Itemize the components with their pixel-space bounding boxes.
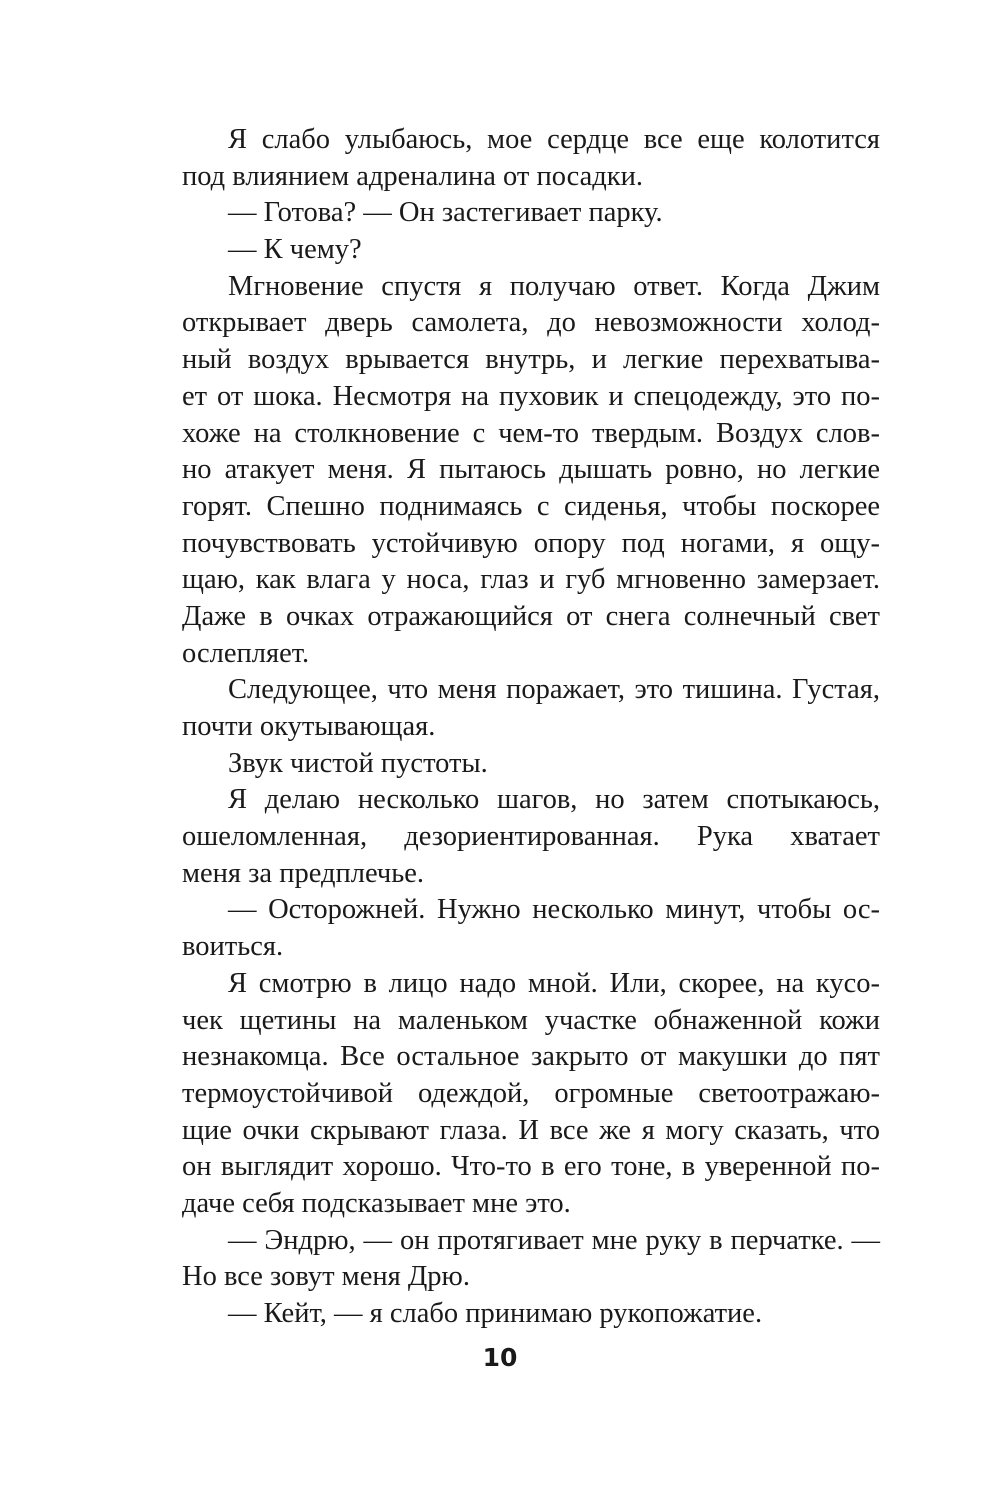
text-line: меня за предплечье.: [182, 857, 424, 889]
text-line: Я слабо улыбаюсь, мое сердце все еще колотится: [228, 124, 880, 155]
text-line: открывает дверь самолета, до невозможности холод-: [182, 307, 880, 339]
text-line: горят. Спешно поднимаясь с сиденья, чтобы поскорее: [182, 490, 880, 522]
text-line: — Эндрю, — он протягивает мне руку в перчатке. —: [228, 1224, 880, 1256]
text-line: щие очки скрывают глаза. И все же я могу сказать, что: [182, 1114, 880, 1146]
text-line: чек щетины на маленьком участке обнаженной кожи: [182, 1004, 880, 1036]
text-line: но атакует меня. Я пытаюсь дышать ровно, но легкие: [182, 454, 880, 486]
page-number: 10: [482, 1343, 518, 1372]
text-line: Следующее, что меня поражает, это тишина. Густая,: [228, 674, 880, 706]
text-line: — Готова? — Он застегивает парку.: [228, 197, 663, 229]
text-line: Я делаю несколько шагов, но затем спотыкаюсь,: [228, 784, 880, 816]
text-line: почувствовать устойчивую опору под ногами, я ощу-: [182, 527, 880, 559]
text-line: ошеломленная, дезориентированная. Рука хватает: [182, 821, 880, 853]
page-body: [182, 122, 880, 1333]
text-line: — Осторожней. Нужно несколько минут, чтобы ос-: [228, 894, 880, 926]
text-line: Даже в очках отражающийся от снега солнечный свет: [182, 600, 880, 632]
text-line: почти окутывающая.: [182, 711, 436, 742]
text-line: ослепляет.: [182, 637, 310, 669]
text-line: — Кейт, — я слабо принимаю рукопожатие.: [228, 1298, 763, 1329]
text-line: хоже на столкновение с чем-то твердым. Воздух слов-: [182, 417, 880, 449]
text-line: Но все зовут меня Дрю.: [182, 1261, 470, 1293]
text-line: термоустойчивой одеждой, огромные светоотражаю-: [182, 1077, 880, 1109]
text-line: Я смотрю в лицо надо мной. Или, скорее, на кусо-: [228, 967, 880, 999]
text-line: под влиянием адреналина от посадки.: [182, 160, 644, 192]
text-line: даче себя подсказывает мне это.: [182, 1187, 571, 1219]
text-line: он выглядит хорошо. Что-то в его тоне, в уверенной по-: [182, 1151, 880, 1183]
text-line: незнакомца. Все остальное закрыто от макушки до пят: [182, 1041, 880, 1073]
text-line: воиться.: [182, 931, 284, 963]
text-line: щаю, как влага у носа, глаз и губ мгновенно замерзает.: [182, 564, 880, 596]
text-line: Звук чистой пустоты.: [228, 747, 488, 779]
text-line: Мгновение спустя я получаю ответ. Когда Джим: [228, 270, 880, 302]
text-line: ет от шока. Несмотря на пуховик и спецодежду, это по-: [182, 380, 880, 412]
text-line: ный воздух врывается внутрь, и легкие перехватыва-: [182, 344, 880, 376]
text-line: — К чему?: [228, 234, 362, 266]
